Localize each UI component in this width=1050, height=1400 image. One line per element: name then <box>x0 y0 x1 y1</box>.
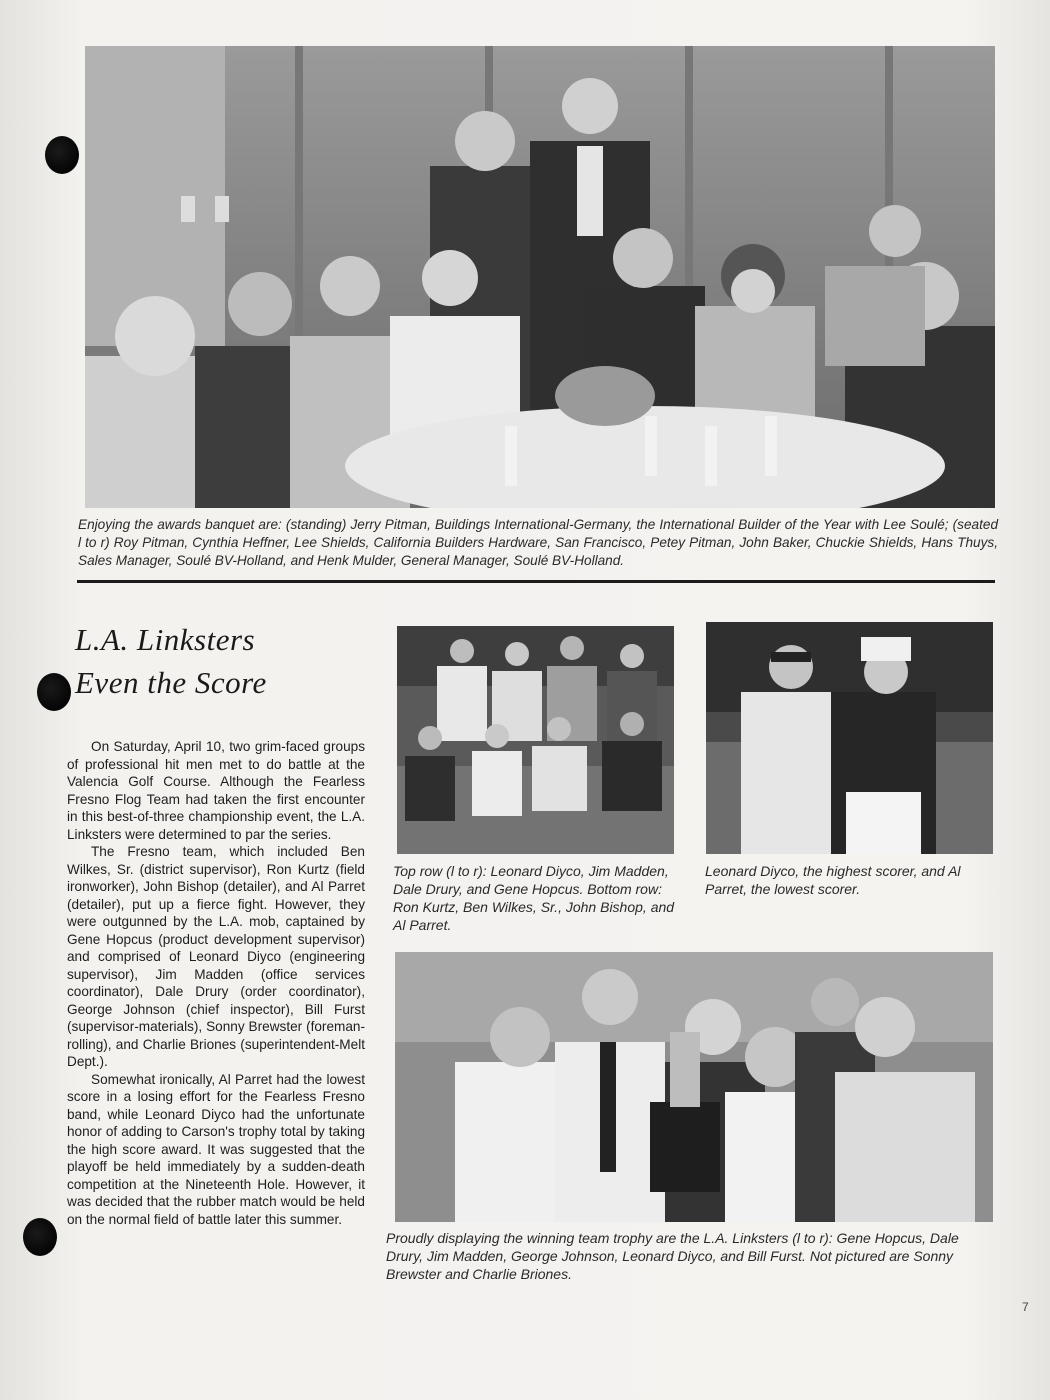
binder-hole-bottom <box>23 1218 57 1256</box>
golf-team-photo <box>397 626 674 854</box>
banquet-caption: Enjoying the awards banquet are: (standing) Jerry Pitman, Buildings International-Germany, the International Builder of the Year with Lee Soulé; (seated l to r) Roy Pitman, Cynthia Heffner, Lee Shields, California Builders Hardware, San Francisco, Petey Pitman, John Baker, Chuckie Shields, Hans Thuys, Sales Manager, Soulé BV-Holland, and Henk Mulder, General Manager, Soulé BV-Holland. <box>78 517 998 568</box>
top-scorers-photo <box>706 622 993 854</box>
golf-team-caption: Top row (l to r): Leonard Diyco, Jim Madden, Dale Drury, and Gene Hopcus. Bottom row: Ron Kurtz, Ben Wilkes, Sr., John Bishop, and Al Parret. <box>393 863 675 933</box>
section-divider <box>77 580 995 583</box>
banquet-photo-image <box>85 46 995 508</box>
article-headline <box>75 618 365 704</box>
trophy-caption: Proudly displaying the winning team trophy are the L.A. Linksters (l to r): Gene Hopcus, Dale Drury, Jim Madden, George Johnson, Leonard Diyco, and Bill Furst. Not pictured are Sonny Brewster and Charlie Briones. <box>386 1230 959 1282</box>
top-scorers-photo-image <box>706 622 993 854</box>
headline-line-1: L.A. Linksters <box>75 622 256 657</box>
top-scorers-caption: Leonard Diyco, the highest scorer, and Al Parret, the lowest scorer. <box>705 863 961 897</box>
article-paragraph: On Saturday, April 10, two grim-faced groups of professional hit men met to do battle at the Valencia Golf Course. Although the Fearless Fresno Flog Team had taken the first encounter in this best-of-three championship event, the L.A. Linksters were determined to par the series. <box>67 739 365 842</box>
binder-hole-top <box>45 136 79 174</box>
trophy-team-photo <box>395 952 993 1222</box>
trophy-team-photo-image <box>395 952 993 1222</box>
golf-team-photo-image <box>397 626 674 854</box>
article-paragraph: The Fresno team, which included Ben Wilkes, Sr. (district supervisor), Ron Kurtz (field ironworker), John Bishop (detailer), and Al Parret (detailer), put up a fierce fight. However, they were outgunned by the L.A. mob, captained by Gene Hopcus (product development supervisor) and comprised of Leonard Diyco (engineering supervisor), Jim Madden (office services coordinator), Dale Drury (order coordinator), George Johnson (chief inspector), Bill Furst (supervisor-materials), Sonny Brewster (foreman-rolling), and Charlie Briones (superintendent-Melt Dept.). <box>67 844 365 1069</box>
binder-hole-middle <box>37 673 71 711</box>
banquet-photo <box>85 46 995 508</box>
article-body <box>67 738 365 1228</box>
headline-line-2: Even the Score <box>75 665 267 700</box>
article-paragraph: Somewhat ironically, Al Parret had the lowest score in a losing effort for the Fearless Fresno band, while Leonard Diyco had the unfortunate honor of adding to Carson's trophy total by taking the high score award. It was suggested that the playoff be held immediately by a sudden-death competition at the Nineteenth Hole. However, it was decided that the rubber match would be held on the normal field of battle later this summer. <box>67 1071 365 1227</box>
page-number: 7 <box>1022 1300 1029 1314</box>
